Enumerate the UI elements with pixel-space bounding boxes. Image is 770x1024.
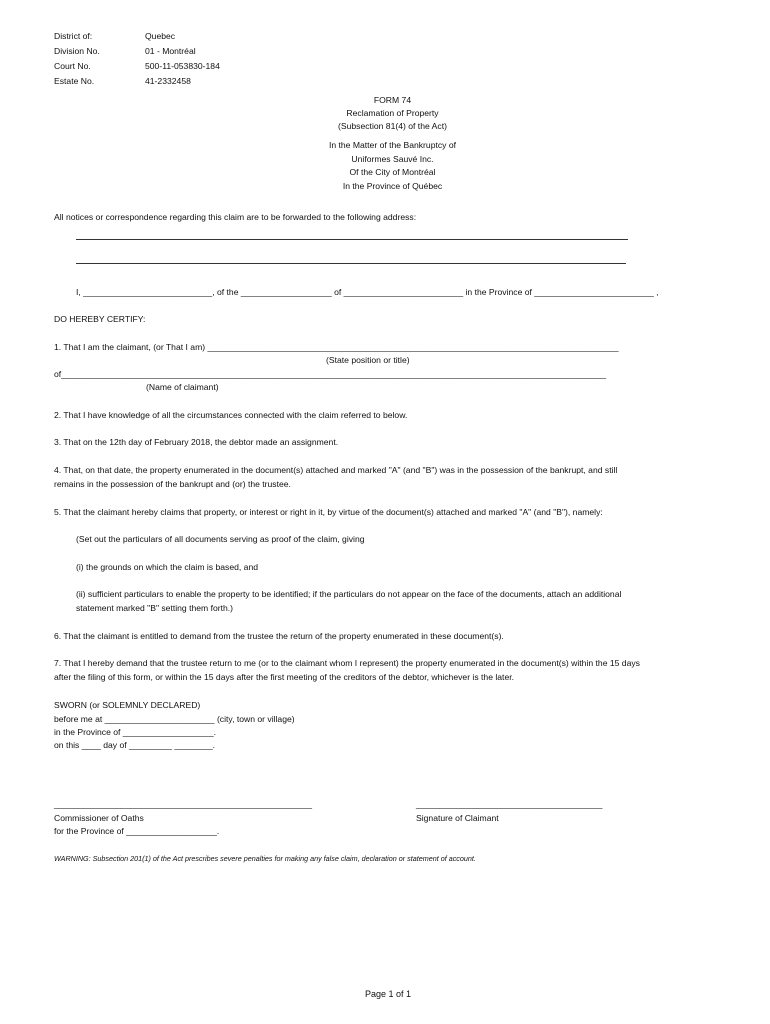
warning-text: WARNING: Subsection 201(1) of the Act prescribes severe penalties for making any false claim, declaration or statement of account. <box>54 854 476 863</box>
para1-line1[interactable]: 1. That I am the claimant, (or That I am) ______________________________________________________________________________________ <box>54 342 619 352</box>
notices-text: All notices or correspondence regarding this claim are to be forwarded to the following address: <box>54 212 417 222</box>
form-name: Reclamation of Property <box>346 108 439 118</box>
court-label: Court No. <box>54 61 91 71</box>
commissioner-signature-line[interactable]: ______________________________________________________ <box>54 799 313 809</box>
court-value: 500-11-053830-184 <box>145 61 220 71</box>
form-subsection: (Subsection 81(4) of the Act) <box>338 121 447 131</box>
sworn-heading: SWORN (or SOLEMNLY DECLARED) <box>54 700 201 710</box>
certify-heading: DO HEREBY CERTIFY: <box>54 314 146 324</box>
address-line-1[interactable] <box>76 239 628 240</box>
sworn-place[interactable]: before me at _______________________ (city, town or village) <box>54 714 295 724</box>
para6: 6. That the claimant is entitled to demand from the trustee the return of the property enumerated in these document(s). <box>54 631 504 641</box>
matter-line: In the Matter of the Bankruptcy of <box>328 140 457 150</box>
para1-hint-position: (State position or title) <box>326 355 410 365</box>
para5: 5. That the claimant hereby claims that property, or interest or right in it, by virtue of the document(s) attached and marked "A" (and "B"), namely: <box>54 507 603 517</box>
estate-label: Estate No. <box>54 76 95 86</box>
para5-particulars: (Set out the particulars of all documents serving as proof of the claim, giving <box>76 534 365 544</box>
form-number: FORM 74 <box>373 95 412 105</box>
claimant-signature-line[interactable]: _______________________________________ <box>416 799 603 809</box>
para7: 7. That I hereby demand that the trustee return to me (or to the claimant whom I represent) the property enumerated in the document(s) within the 15 days after the filing of this form, or within the 15 days after the first meeting of the creditors of the debtor, whichever is the later. <box>54 658 640 682</box>
para2: 2. That I have knowledge of all the circumstances connected with the claim referred to below. <box>54 410 408 420</box>
debtor-city: Of the City of Montréal <box>349 167 436 177</box>
para4: 4. That, on that date, the property enumerated in the document(s) attached and marked "A" (and "B") was in the possession of the bankrupt, and still remains in the possession of the bankrupt and (or) the trustee. <box>54 465 618 489</box>
division-value: 01 - Montréal <box>145 46 196 56</box>
identity-line[interactable]: I, ___________________________, of the ___________________ of _________________________ in the Province of _________________________ , <box>76 287 659 297</box>
debtor-province: In the Province of Québec <box>342 181 443 191</box>
sworn-date[interactable]: on this ____ day of _________ ________. <box>54 740 216 750</box>
district-label: District of: <box>54 31 93 41</box>
estate-value: 41-2332458 <box>145 76 191 86</box>
para3: 3. That on the 12th day of February 2018, the debtor made an assignment. <box>54 437 339 447</box>
page-number: Page 1 of 1 <box>365 989 412 999</box>
sworn-province[interactable]: in the Province of ___________________. <box>54 727 216 737</box>
para1-hint-claimant: (Name of claimant) <box>146 382 219 392</box>
commissioner-province[interactable]: for the Province of ___________________. <box>54 826 220 836</box>
debtor-name: Uniformes Sauvé Inc. <box>351 154 434 164</box>
para5-identify: (ii) sufficient particulars to enable the property to be identified; if the particulars do not appear on the face of the documents, attach an additional statement marked "B" setting them forth.) <box>76 589 622 613</box>
claimant-signature-label: Signature of Claimant <box>416 813 499 823</box>
para1-line2[interactable]: of__________________________________________________________________________________________________________________ <box>54 369 607 379</box>
commissioner-label: Commissioner of Oaths <box>54 813 144 823</box>
district-value: Quebec <box>145 31 176 41</box>
division-label: Division No. <box>54 46 100 56</box>
para5-grounds: (i) the grounds on which the claim is based, and <box>76 562 259 572</box>
address-line-2[interactable] <box>76 263 626 264</box>
